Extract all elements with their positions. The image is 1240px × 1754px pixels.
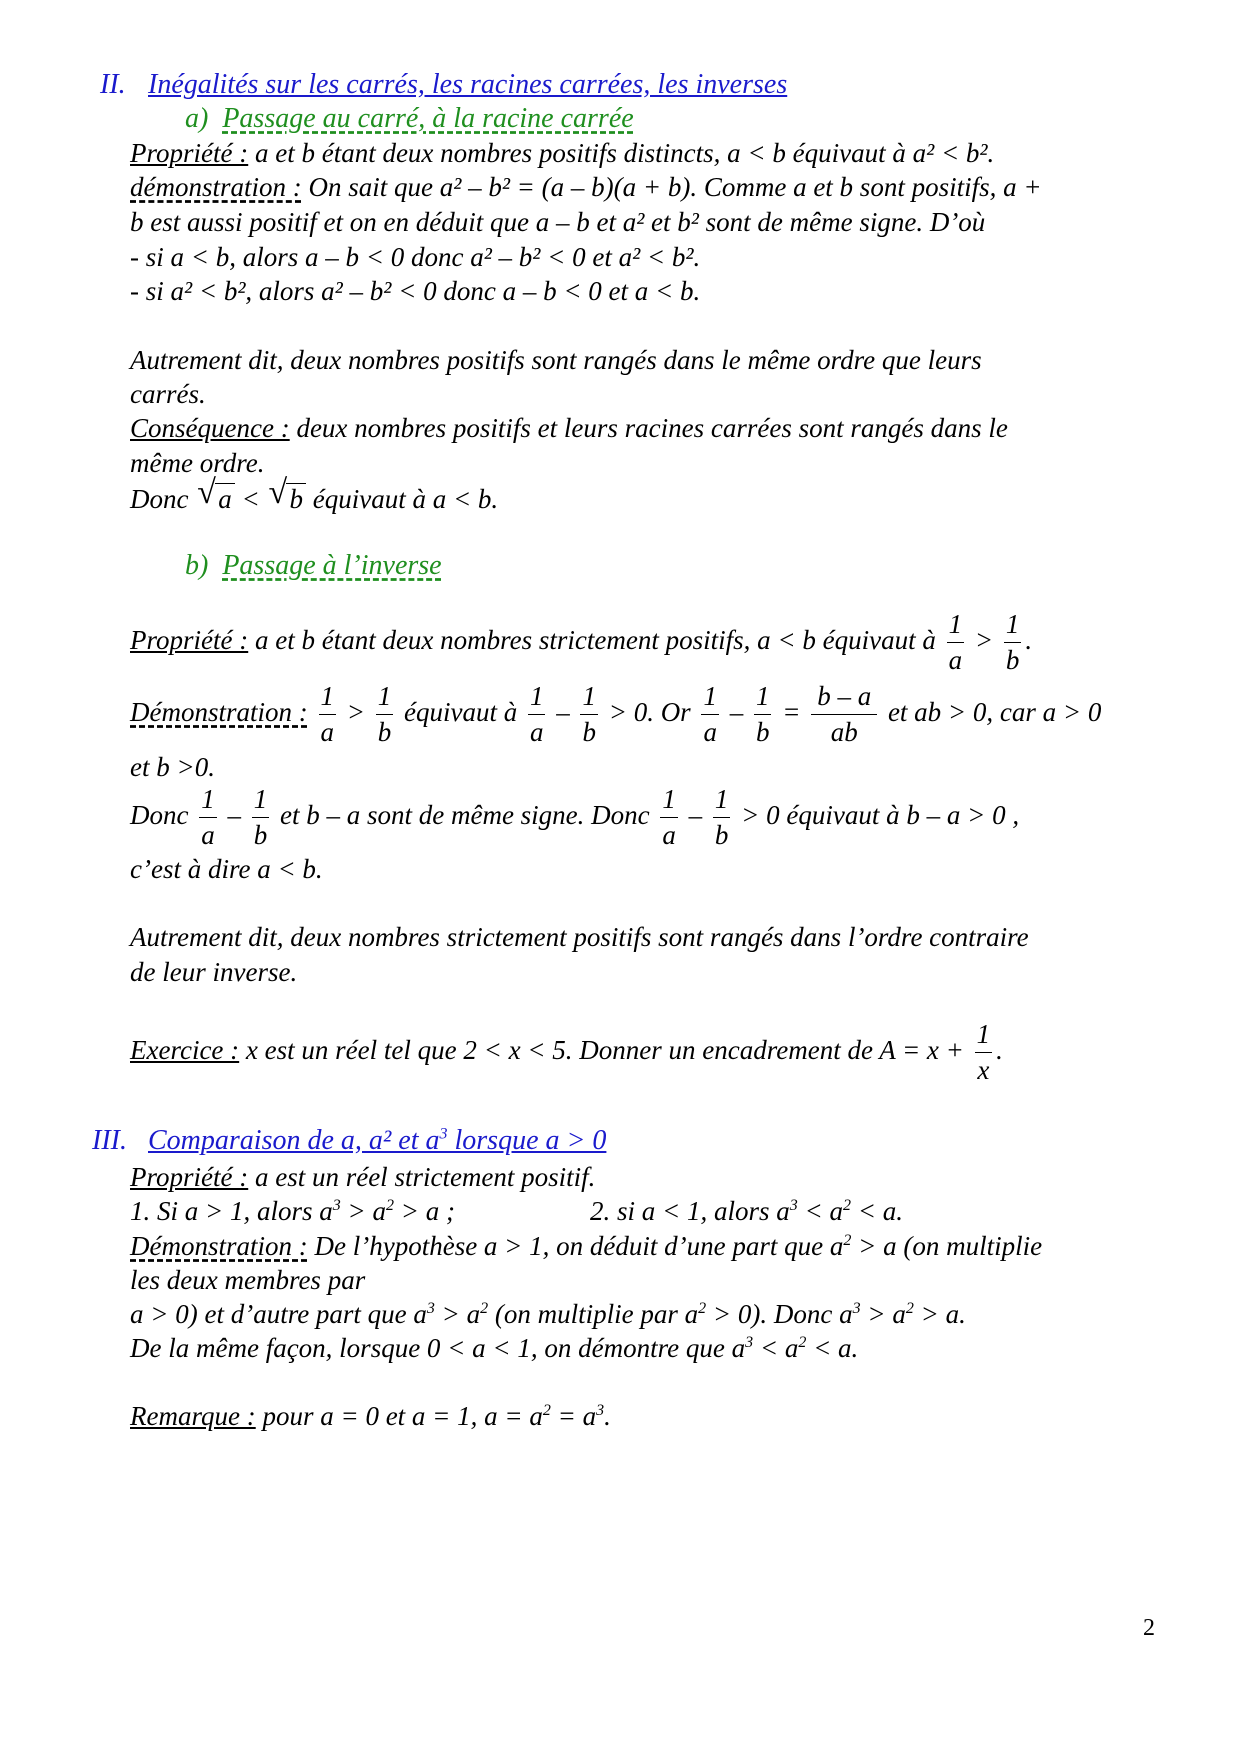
subsection-heading-a — [185, 102, 1170, 136]
page-number: 2 — [1143, 1615, 1155, 1641]
demonstration-1-line-1: démonstration : On sait que a² – b² = (a – b)(a + b). Comme a et b sont positifs, a + — [130, 172, 1042, 202]
subsection-title: Passage au carré, à la racine carrée — [222, 103, 634, 134]
exercise-label: Exercice : — [130, 1035, 240, 1065]
fraction-1-over-b: $\frac{1}{b}$ — [253, 784, 268, 851]
property-label: Propriété : — [130, 1162, 249, 1192]
subsection-number: b) — [185, 550, 209, 581]
fraction-1-over-a: $\frac{1}{a}$ — [201, 784, 215, 851]
section-title: Inégalités sur les carrés, les racines carrées, les inverses — [148, 69, 788, 100]
demonstration-3-line-4: De la même façon, lorsque 0 < a < 1, on démontre que $a^3 < a^2 < a$. — [130, 1333, 859, 1363]
sqrt-a: √ a — [197, 482, 235, 516]
section-number: III. — [92, 1125, 127, 1156]
fraction-1-over-b: $\frac{1}{b}$ — [755, 681, 770, 748]
demonstration-2-line-2: et b >0. — [130, 752, 215, 782]
fraction-1-over-a: $\frac{1}{a}$ — [662, 784, 676, 851]
fraction-1-over-a: $\frac{1}{a}$ — [703, 681, 717, 748]
fraction-1-over-a: $\frac{1}{a}$ — [529, 681, 544, 748]
paragraph-autrement-2-line-2: de leur inverse. — [130, 957, 298, 987]
paragraph-autrement-2-line-1: Autrement dit, deux nombres strictement positifs sont rangés dans l’ordre contraire — [130, 922, 1029, 952]
donc-line: Donc $\frac{1}{a}$ – $\frac{1}{b}$ et b – a sont de même signe. Donc $\frac{1}{a}$ – $\frac{1}{b}$ > 0 équivaut à b – a > 0 , — [130, 784, 1020, 851]
demonstration-label: Démonstration : — [130, 697, 308, 727]
demonstration-3-line-2: les deux membres par — [130, 1265, 366, 1295]
property-3-items — [130, 1194, 1170, 1228]
fraction-1-over-b: $\frac{1}{b}$ — [1005, 609, 1020, 676]
demonstration-label: Démonstration : — [130, 1231, 308, 1261]
property-2: Propriété : a et b étant deux nombres strictement positifs, a < b équivaut à $\frac{1}{a}$ > $\frac{1}{b}$ . — [130, 609, 1033, 676]
remark: Remarque : pour a = 0 et a = 1, $a = a^2 = a^3$. — [130, 1401, 611, 1431]
subsection-heading-b — [185, 549, 1170, 583]
consequence-label: Conséquence : — [130, 413, 290, 443]
property-3-item-2: 2. si a < 1, alors $a^3 < a^2 < a$. — [590, 1196, 903, 1226]
demonstration-2-line-1: Démonstration : $\frac{1}{a}$ > $\frac{1}{b}$ équivaut à $\frac{1}{a}$ – $\frac{1}{b}$ > 0. Or $\frac{1}{a}$ – $\frac{1}{b}$ = $\frac{b - a}{ab}$ et ab > 0, car a > 0 — [130, 681, 1102, 748]
fraction-1-over-b: $\frac{1}{b}$ — [714, 784, 729, 851]
demonstration-label: démonstration : — [130, 172, 302, 202]
fraction-1-over-b: $\frac{1}{b}$ — [582, 681, 596, 748]
demonstration-3-line-3: a > 0) et d’autre part que $a^3 > a^2$ (on multiplie par $a^2 > 0$). Donc $a^3 > a^2 > a$. — [130, 1299, 966, 1329]
fraction-b-minus-a-over-ab: $\frac{b - a}{ab}$ — [811, 683, 877, 746]
section-title: Comparaison de a, a² et $a^3$ lorsque a > 0 — [148, 1125, 607, 1156]
donc-line-2: c’est à dire a < b. — [130, 854, 323, 884]
subsection-number: a) — [185, 103, 209, 134]
exercise: Exercice : x est un réel tel que 2 < x < 5. Donner un encadrement de A = x + $\frac{1}{x}$ . — [130, 1019, 1003, 1086]
subsection-title: Passage à l’inverse — [222, 550, 442, 581]
property-3: Propriété : a est un réel strictement positif. — [130, 1162, 596, 1192]
property-label: Propriété : — [130, 138, 249, 168]
sqrt-b: √ b — [268, 482, 306, 516]
paragraph-autrement-1-line-2: carrés. — [130, 379, 206, 409]
property-label: Propriété : — [130, 625, 249, 655]
consequence-sqrt-line: Donc √ a < √ b équivaut à a < b. — [130, 482, 1170, 516]
section-number: II. — [100, 69, 126, 100]
fraction-1-over-a: $\frac{1}{a}$ — [948, 609, 963, 676]
consequence-line-2: même ordre. — [130, 448, 265, 478]
fraction-1-over-a: $\frac{1}{a}$ — [320, 681, 334, 748]
fraction-1-over-b: $\frac{1}{b}$ — [377, 681, 392, 748]
fraction-1-over-x: $\frac{1}{x}$ — [976, 1019, 991, 1086]
demonstration-1-case-2: - si a² < b², alors a² – b² < 0 donc a – b < 0 et a < b. — [130, 276, 701, 306]
demonstration-1-case-1: - si a < b, alors a – b < 0 donc a² – b² < 0 et a² < b². — [130, 242, 701, 272]
demonstration-1-line-2: b est aussi positif et on en déduit que a – b et a² et b² sont de même signe. D’où — [130, 207, 986, 237]
section-heading-2 — [100, 68, 1170, 102]
consequence-line-1: Conséquence : deux nombres positifs et leurs racines carrées sont rangés dans le — [130, 413, 1008, 443]
property-3-item-1: 1. Si a > 1, alors $a^3 > a^2 > a$ ; — [130, 1196, 455, 1226]
paragraph-autrement-1-line-1: Autrement dit, deux nombres positifs sont rangés dans le même ordre que leurs — [130, 345, 982, 375]
demonstration-3-line-1: Démonstration : De l’hypothèse a > 1, on déduit d’une part que $a^2 > a$ (on multiplie — [130, 1231, 1043, 1261]
remark-label: Remarque : — [130, 1401, 256, 1431]
property-text: a et b étant deux nombres positifs distincts, a < b équivaut à a² < b². — [248, 138, 995, 168]
section-heading-3 — [92, 1124, 1170, 1158]
property-1 — [130, 136, 1170, 170]
